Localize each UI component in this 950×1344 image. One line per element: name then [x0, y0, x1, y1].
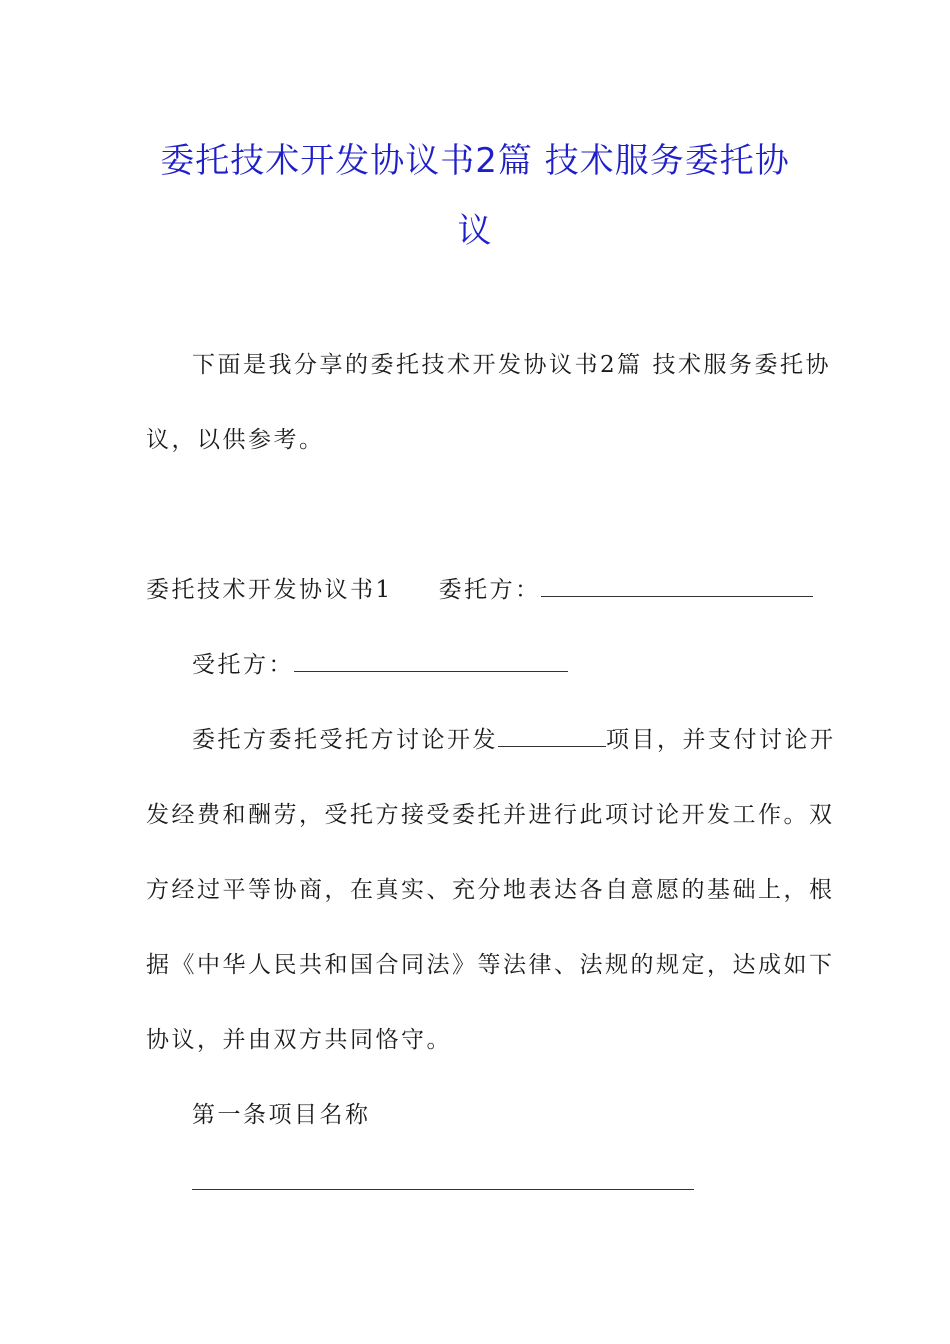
intro-line-2: 议，以供参考。: [146, 427, 325, 453]
contractor-label: 受托方：: [192, 652, 294, 678]
paragraph-1-part-2: 项目，并支付讨论开: [606, 727, 836, 753]
article-1-heading: 第一条项目名称: [192, 1102, 371, 1128]
intro-line-1: 下面是我分享的委托技术开发协议书2篇 技术服务委托协: [192, 352, 831, 378]
client-label: 委托方：: [438, 577, 541, 603]
contractor-blank-field: [294, 649, 568, 672]
project-name-blank-line: [192, 1189, 694, 1190]
project-blank-field: [498, 724, 606, 747]
paragraph-1-part-1: 委托方委托受托方讨论开发: [192, 727, 498, 753]
paragraph-1-line-2: 发经费和酬劳，受托方接受委托并进行此项讨论开发工作。双: [146, 802, 835, 828]
client-blank-field: [541, 574, 813, 597]
paragraph-1-line-3: 方经过平等协商，在真实、充分地表达各自意愿的基础上，根: [146, 877, 835, 903]
paragraph-1-line-4: 据《中华人民共和国合同法》等法律、法规的规定，达成如下: [146, 952, 835, 978]
document-title-line-2: 议: [457, 211, 493, 251]
document-title-line-1: 委托技术开发协议书2篇 技术服务委托协: [160, 141, 790, 181]
paragraph-1-line-1: [192, 721, 836, 754]
section-heading-row: [146, 571, 813, 604]
contractor-row: [192, 646, 568, 679]
section-heading: 委托技术开发协议书1: [146, 577, 393, 603]
paragraph-1-line-5: 协议，并由双方共同恪守。: [146, 1027, 452, 1053]
